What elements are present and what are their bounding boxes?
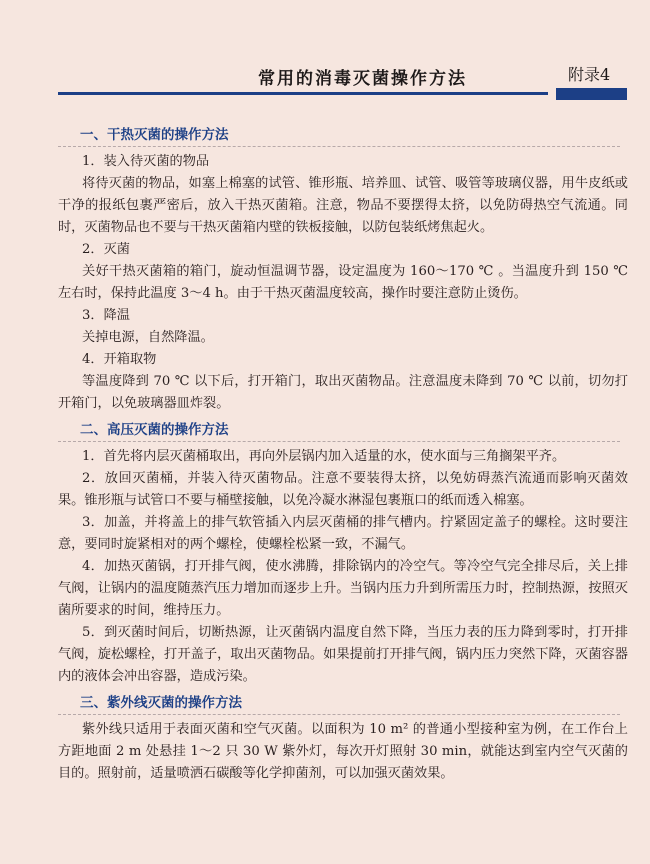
paragraph: 3．加盖，并将盖上的排气软管插入内层灭菌桶的排气槽内。拧紧固定盖子的螺栓。这时要注意，要同时旋紧相对的两个螺栓，使螺栓松紧一致，不漏气。 — [58, 515, 628, 552]
step-heading: 1．装入待灭菌的物品 — [82, 154, 210, 169]
section-title-dry-heat: 一、干热灭菌的操作方法 — [58, 124, 620, 147]
paragraph: 1．首先将内层灭菌桶取出，再向外层锅内加入适量的水，使水面与三角搁架平齐。 — [82, 449, 566, 464]
paragraph: 将待灭菌的物品，如塞上棉塞的试管、锥形瓶、培养皿、试管、吸管等玻璃仪器，用牛皮纸或干净的报纸包裹严密后，放入干热灭菌箱。注意，物品不要摆得太挤，以免防碍热空气流通。同时，灭菌物品也不要与干热灭菌箱内壁的铁板接触，以防包装纸烤焦起火。 — [58, 176, 628, 235]
paragraph: 关好干热灭菌箱的箱门，旋动恒温调节器，设定温度为 160～170 ℃ 。当温度升到 150 ℃ 左右时，保持此温度 3～4 h。由于干热灭菌温度较高，操作时要注意防止烫伤。 — [58, 264, 628, 301]
step-heading: 4．开箱取物 — [82, 352, 157, 367]
appendix-label: 附录4 — [568, 65, 611, 84]
paragraph: 等温度降到 70 ℃ 以下后，打开箱门，取出灭菌物品。注意温度未降到 70 ℃ 以前，切勿打开箱门，以免玻璃器皿炸裂。 — [58, 374, 628, 411]
paragraph: 紫外线只适用于表面灭菌和空气灭菌。以面积为 10 m² 的普通小型接种室为例，在工作台上方距地面 2 m 处悬挂 1～2 只 30 W 紫外灯，每次开灯照射 30 min，就能达到室内空气灭菌的目的。照射前，适量喷洒石碳酸等化学抑菌剂，可以加强灭菌效果。 — [58, 722, 628, 781]
step-heading: 3．降温 — [82, 308, 130, 323]
section-title-uv: 三、紫外线灭菌的操作方法 — [58, 692, 620, 715]
paragraph: 5．到灭菌时间后，切断热源，让灭菌锅内温度自然下降，当压力表的压力降到零时，打开排气阀，旋松螺栓，打开盖子，取出灭菌物品。如果提前打开排气阀，锅内压力突然下降，灭菌容器内的液体会冲出容器，造成污染。 — [58, 625, 628, 684]
page-content — [58, 122, 628, 785]
page-title: 常用的消毒灭菌操作方法 — [258, 69, 467, 89]
page-header — [0, 0, 650, 110]
header-rule — [58, 92, 548, 95]
paragraph: 关掉电源，自然降温。 — [82, 330, 214, 345]
step-heading: 2．灭菌 — [82, 242, 130, 257]
paragraph: 4．加热灭菌锅，打开排气阀，使水沸腾，排除锅内的冷空气。等冷空气完全排尽后，关上排气阀，让锅内的温度随蒸汽压力增加而逐步上升。当锅内压力升到所需压力时，控制热源，按照灭菌所要求的时间，维持压力。 — [58, 559, 628, 618]
paragraph: 2．放回灭菌桶，并装入待灭菌物品。注意不要装得太挤，以免妨碍蒸汽流通而影响灭菌效果。锥形瓶与试管口不要与桶壁接触，以免冷凝水淋湿包裹瓶口的纸而透入棉塞。 — [58, 471, 628, 508]
header-rule-block — [556, 88, 627, 100]
section-title-autoclave: 二、高压灭菌的操作方法 — [58, 419, 620, 442]
